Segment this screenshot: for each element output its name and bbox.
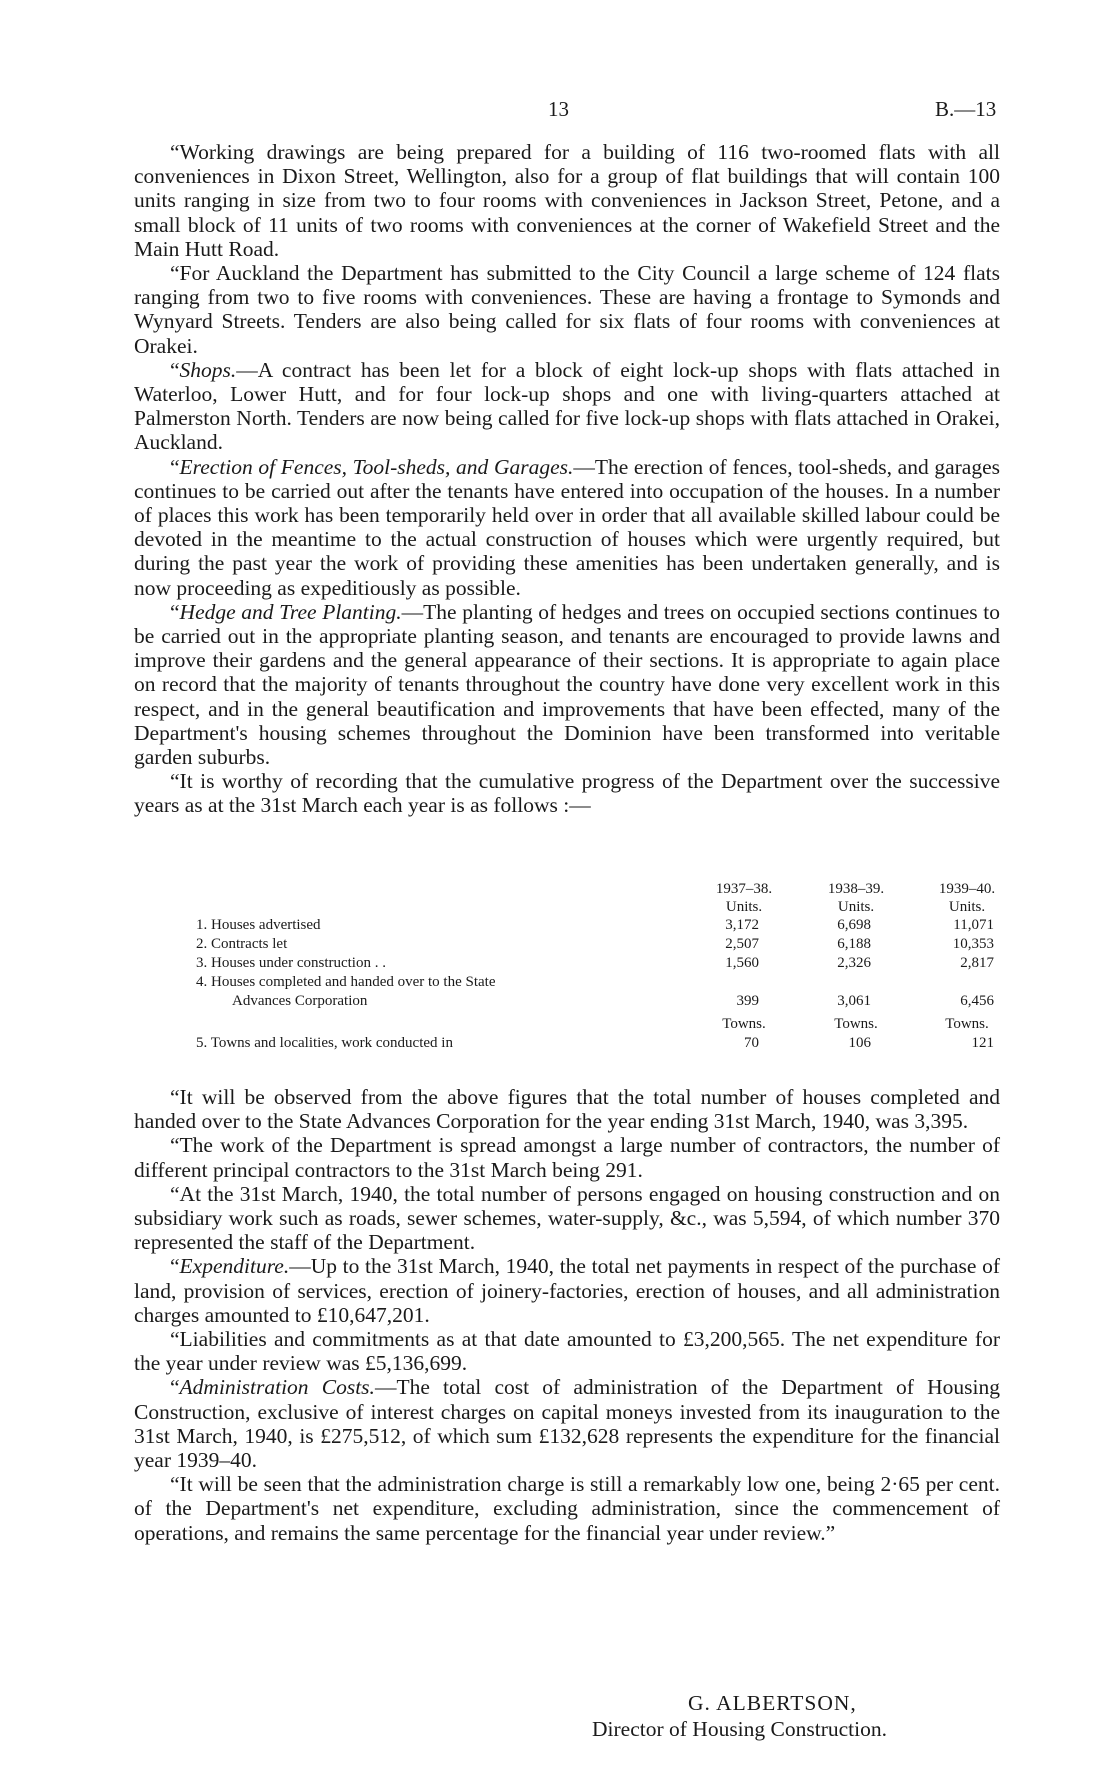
heading-expenditure: Expenditure. bbox=[179, 1254, 290, 1279]
table-row: 4. Houses completed and handed over to the State bbox=[196, 974, 496, 990]
paragraph-flats-wellington: “Working drawings are being prepared for a building of 116 two-roomed flats with all conveniences in Dixon Street, Wellington, also for a group of flat buildings that will contain 100 units ranging in size from two to four rooms with conveniences in Jackson Street, Petone, and a small block of 11 units of two rooms with conveniences at the corner of Wakefield Street and the Main Hutt Road. bbox=[134, 140, 1000, 261]
body-text-upper bbox=[134, 140, 1000, 818]
signatory-title: Director of Housing Construction. bbox=[592, 1717, 887, 1741]
paragraph-persons-engaged: “At the 31st March, 1940, the total number of persons engaged on housing construction and on subsidiary work such as roads, sewer schemes, water-supply, &c., was 5,594, of which number 370 represented the staff of the Department. bbox=[134, 1181, 1000, 1255]
heading-fences: Erection of Fences, Tool-sheds, and Garages. bbox=[179, 454, 574, 479]
progress-table bbox=[134, 880, 1000, 1053]
year-1938-39: 1938–39. bbox=[827, 881, 885, 897]
towns-header bbox=[134, 1015, 1000, 1034]
paragraph-contractors: “The work of the Department is spread amongst a large number of contractors, the number of different principal contractors to the 31st March being 291. bbox=[134, 1133, 1000, 1182]
year-1937-38: 1937–38. bbox=[715, 881, 773, 897]
paragraph-hedges: “Hedge and Tree Planting.—The planting of hedges and trees on occupied sections continues to be carried out in the appropriate planting season, and tenants are encouraged to provide lawns and improve their gardens and the general appearance of their sections. It is appropriate to again place on record that the majority of tenants throughout the country have done very excellent work in this respect, and in the general beautification and improvements that have been effected, many of the Department's housing schemes throughout the Dominion have been transformed into veritable garden suburbs. bbox=[134, 599, 1000, 770]
table-row: 3. Houses under construction . . 1,560 2,326 2,817 bbox=[196, 955, 994, 971]
heading-hedges: Hedge and Tree Planting. bbox=[179, 599, 402, 624]
table-row: 1. Houses advertised 3,172 6,698 11,071 bbox=[196, 917, 994, 933]
paragraph-shops: “Shops.—A contract has been let for a block of eight lock-up shops with flats attached in Waterloo, Lower Hutt, and for four lock-up shops and one with living-quarters attached at Palmerston North. Tenders are now being called for five lock-up shops with flats attached in Orakei, Auckland. bbox=[134, 357, 1000, 455]
units-label: Units. bbox=[837, 899, 875, 915]
paragraph-liabilities: “Liabilities and commitments as at that date amounted to £3,200,565. The net expenditure for the year under review was £5,136,699. bbox=[134, 1327, 1000, 1376]
paragraph-expenditure: “Expenditure.—Up to the 31st March, 1940, the total net payments in respect of the purchase of land, provision of services, erection of joinery-factories, erection of houses, and all administration charges amounted to £10,647,201. bbox=[134, 1254, 1000, 1327]
units-label: Units. bbox=[725, 899, 763, 915]
page-number: 13 bbox=[548, 97, 569, 121]
table-row: Advances Corporation 399 3,061 6,456 bbox=[232, 993, 994, 1009]
towns-label: Towns. bbox=[722, 1016, 766, 1032]
document-reference: B.—13 bbox=[935, 97, 997, 121]
table-header bbox=[134, 880, 1000, 916]
heading-admin-costs: Administration Costs. bbox=[179, 1375, 375, 1400]
table-row: 2. Contracts let 2,507 6,188 10,353 bbox=[196, 936, 994, 952]
paragraph-fences: “Erection of Fences, Tool-sheds, and Garages.—The erection of fences, tool-sheds, and garages continues to be carried out after the tenants have entered into occupation of the houses. In a number of places this work has been temporarily held over in order that all available skilled labour could be devoted in the meantime to the actual construction of houses which were urgently required, but during the past year the work of providing these amenities has been undertaken generally, and is now proceeding as expeditiously as possible. bbox=[134, 454, 1000, 600]
paragraph-houses-completed: “It will be observed from the above figures that the total number of houses completed and handed over to the State Advances Corporation for the year ending 31st March, 1940, was 3,395. bbox=[134, 1085, 1000, 1134]
paragraph-admin-costs: “Administration Costs.—The total cost of administration of the Department of Housing Construction, exclusive of interest charges on capital moneys invested from its inauguration to the 31st March, 1940, is £275,512, of which sum £132,628 represents the expenditure for the financial year 1939–40. bbox=[134, 1375, 1001, 1473]
paragraph-admin-charge: “It will be seen that the administration charge is still a remarkably low one, being 2·65 per cent. of the Department's net expenditure, excluding administration, since the commencement of operations, and remains the same percentage for the financial year under review.” bbox=[134, 1472, 1000, 1545]
signatory-name: G. ALBERTSON, bbox=[688, 1691, 857, 1715]
units-label: Units. bbox=[948, 899, 986, 915]
body-text-lower bbox=[134, 1085, 1000, 1545]
year-1939-40: 1939–40. bbox=[938, 881, 996, 897]
towns-label: Towns. bbox=[834, 1016, 878, 1032]
heading-shops: Shops. bbox=[179, 357, 237, 382]
paragraph-progress-intro: “It is worthy of recording that the cumulative progress of the Department over the successive years as at the 31st March each year is as follows :— bbox=[134, 769, 1000, 818]
table-row: 5. Towns and localities, work conducted in 70 106 121 bbox=[196, 1035, 994, 1051]
towns-label: Towns. bbox=[945, 1016, 989, 1032]
paragraph-flats-auckland: “For Auckland the Department has submitted to the City Council a large scheme of 124 flats ranging from two to five rooms with conveniences. These are having a frontage to Symonds and Wynyard Streets. Tenders are also being called for six flats of four rooms with conveniences at Orakei. bbox=[134, 261, 1000, 358]
